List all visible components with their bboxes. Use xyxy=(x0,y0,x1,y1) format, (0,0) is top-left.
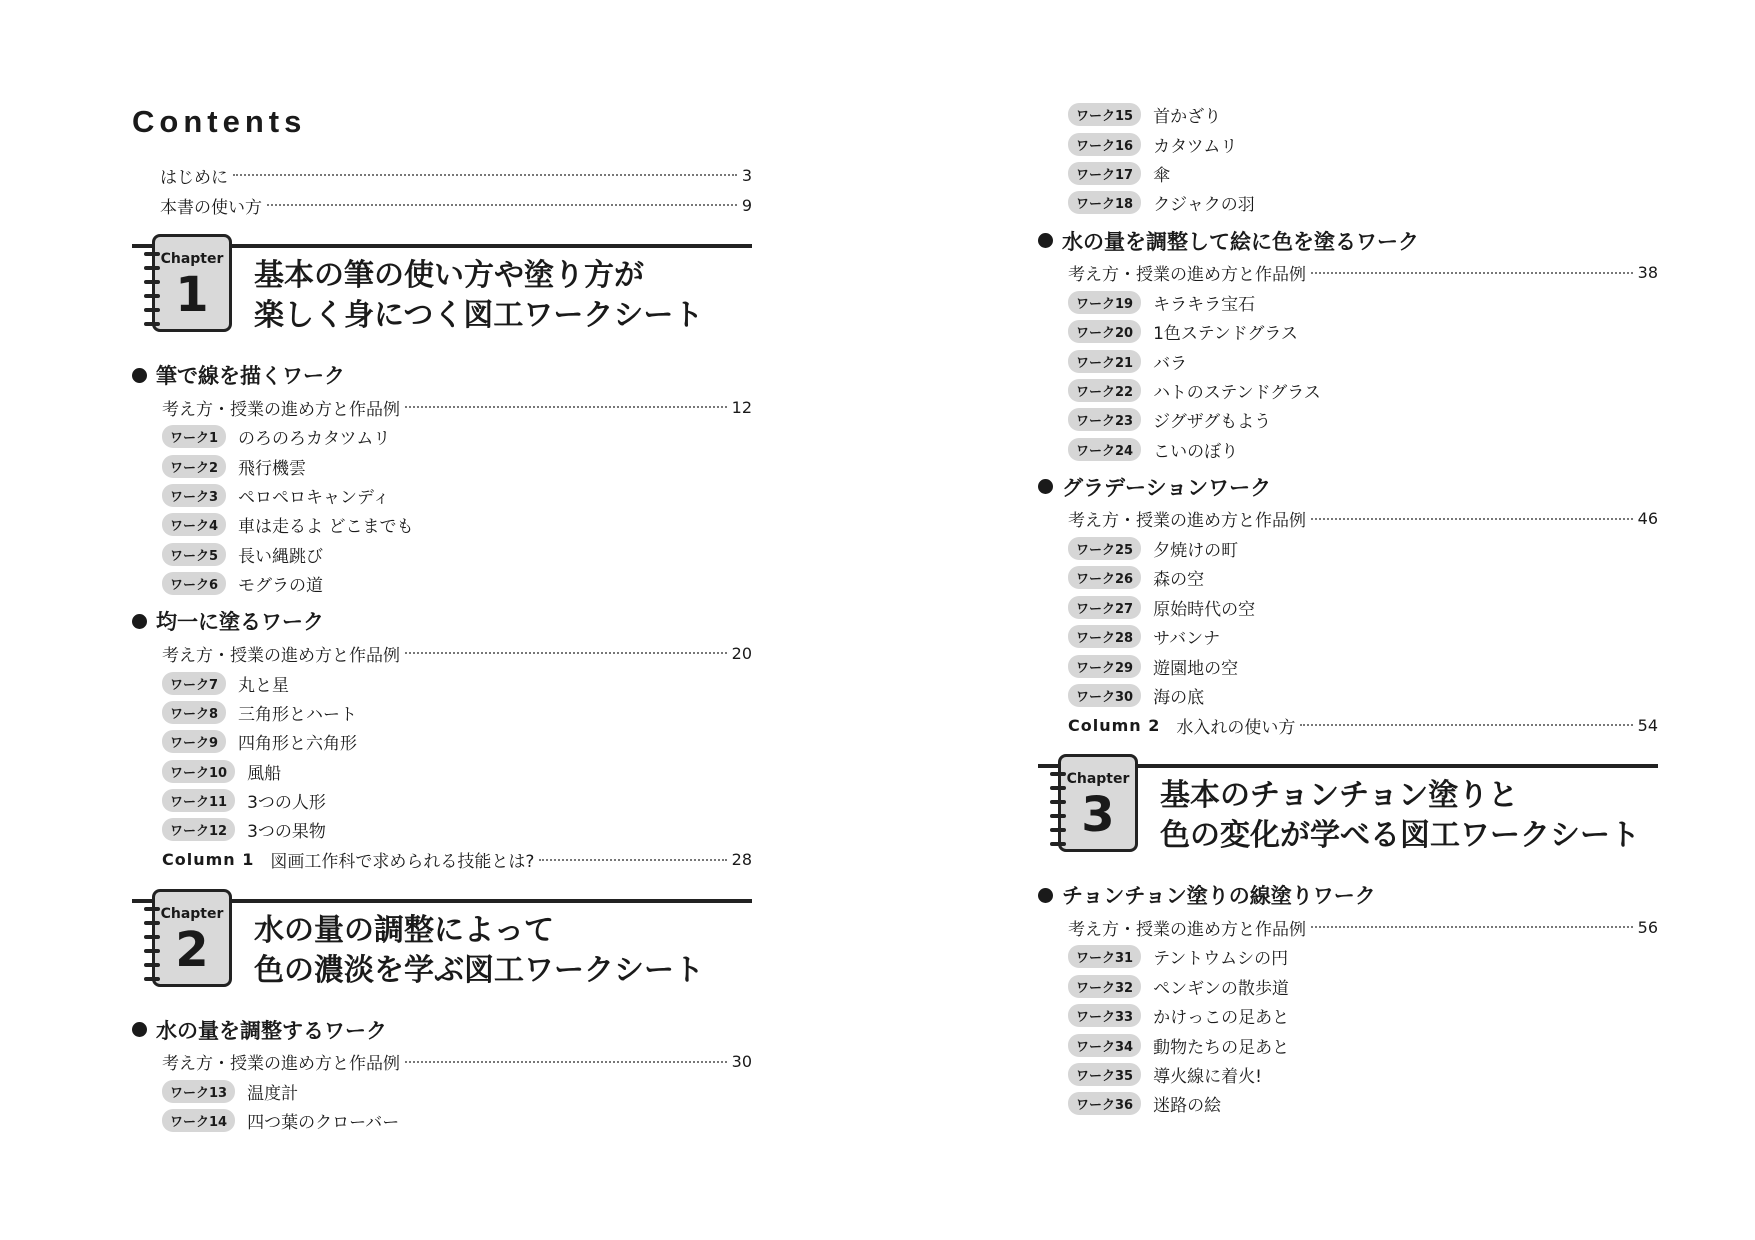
work-badge: ワーク30 xyxy=(1068,684,1141,707)
work-badge: ワーク31 xyxy=(1068,945,1141,968)
work-badge: ワーク3 xyxy=(162,484,226,507)
work-entry[interactable]: ワーク22 ハトのステンドグラス xyxy=(1038,376,1658,405)
leader-dots xyxy=(233,174,737,176)
section-heading: 均一に塗るワーク xyxy=(132,604,752,638)
work-badge: ワーク29 xyxy=(1068,655,1141,678)
work-badge: ワーク11 xyxy=(162,789,235,812)
bullet-icon xyxy=(1038,479,1053,494)
work-entry[interactable]: ワーク12 3つの果物 xyxy=(132,815,752,844)
work-badge: ワーク8 xyxy=(162,701,226,724)
binder-ring-icon xyxy=(1050,786,1066,790)
section-heading: 水の量を調整するワーク xyxy=(132,1013,752,1047)
work-badge: ワーク36 xyxy=(1068,1092,1141,1115)
work-entry[interactable]: ワーク17 傘 xyxy=(1038,159,1658,188)
work-badge: ワーク7 xyxy=(162,672,226,695)
chapter-2-header xyxy=(132,889,752,1007)
work-badge: ワーク13 xyxy=(162,1080,235,1103)
column-entry[interactable]: Column 2 水入れの使い方 54 xyxy=(1068,715,1658,738)
work-entry[interactable]: ワーク15 首かざり xyxy=(1038,100,1658,129)
work-badge: ワーク21 xyxy=(1068,350,1141,373)
work-badge: ワーク19 xyxy=(1068,291,1141,314)
work-entry[interactable]: ワーク31 テントウムシの円 xyxy=(1038,942,1658,971)
work-badge: ワーク1 xyxy=(162,425,226,448)
work-entry[interactable]: ワーク2 飛行機雲 xyxy=(132,451,752,480)
work-entry[interactable]: ワーク16 カタツムリ xyxy=(1038,129,1658,158)
intro-entry[interactable]: 本書の使い方 9 xyxy=(160,195,752,218)
bullet-icon xyxy=(1038,233,1053,248)
leader-dots xyxy=(405,406,727,408)
work-badge: ワーク18 xyxy=(1068,191,1141,214)
section-intro-entry[interactable]: 考え方・授業の進め方と作品例 56 xyxy=(1068,917,1658,940)
bullet-icon xyxy=(132,1022,147,1037)
binder-ring-icon xyxy=(144,921,160,925)
work-entry[interactable]: ワーク32 ペンギンの散歩道 xyxy=(1038,972,1658,1001)
work-badge: ワーク16 xyxy=(1068,133,1141,156)
work-badge: ワーク12 xyxy=(162,818,235,841)
section-intro-entry[interactable]: 考え方・授業の進め方と作品例 38 xyxy=(1068,263,1658,286)
chapter-3-header xyxy=(1038,754,1658,872)
bullet-icon xyxy=(132,368,147,383)
work-entry[interactable]: ワーク14 四つ葉のクローバー xyxy=(132,1106,752,1135)
section-heading: グラデーションワーク xyxy=(1038,470,1658,504)
work-entry[interactable]: ワーク1 のろのろカタツムリ xyxy=(132,422,752,451)
work-badge: ワーク20 xyxy=(1068,320,1141,343)
work-badge: ワーク14 xyxy=(162,1109,235,1132)
work-badge: ワーク25 xyxy=(1068,537,1141,560)
work-entry[interactable]: ワーク7 丸と星 xyxy=(132,668,752,697)
binder-ring-icon xyxy=(144,907,160,911)
work-badge: ワーク23 xyxy=(1068,408,1141,431)
work-badge: ワーク28 xyxy=(1068,625,1141,648)
work-entry[interactable]: ワーク11 3つの人形 xyxy=(132,786,752,815)
section-intro-entry[interactable]: 考え方・授業の進め方と作品例 46 xyxy=(1068,509,1658,532)
work-badge: ワーク33 xyxy=(1068,1004,1141,1027)
binder-ring-icon xyxy=(1050,772,1066,776)
work-entry[interactable]: ワーク8 三角形とハート xyxy=(132,698,752,727)
work-entry[interactable]: ワーク20 1色ステンドグラス xyxy=(1038,317,1658,346)
work-entry[interactable]: ワーク30 海の底 xyxy=(1038,681,1658,710)
work-entry[interactable]: ワーク5 長い縄跳び xyxy=(132,540,752,569)
binder-ring-icon xyxy=(1050,814,1066,818)
chapter-1-header xyxy=(132,234,752,352)
work-badge: ワーク27 xyxy=(1068,596,1141,619)
work-badge: ワーク24 xyxy=(1068,438,1141,461)
binder-ring-icon xyxy=(144,935,160,939)
chapter-1-title: 基本の筆の使い方や塗り方が 楽しく身につく図工ワークシート xyxy=(254,258,704,333)
binder-ring-icon xyxy=(1050,828,1066,832)
binder-ring-icon xyxy=(144,252,160,256)
section-heading: 筆で線を描くワーク xyxy=(132,358,752,392)
work-badge: ワーク22 xyxy=(1068,379,1141,402)
chapter-2-title: 水の量の調整によって 色の濃淡を学ぶ図工ワークシート xyxy=(254,912,704,988)
work-badge: ワーク35 xyxy=(1068,1063,1141,1086)
work-badge: ワーク4 xyxy=(162,513,226,536)
leader-dots xyxy=(1311,272,1633,274)
bullet-icon xyxy=(1038,888,1053,903)
work-entry[interactable]: ワーク4 車は走るよ どこまでも xyxy=(132,510,752,539)
chapter-3-tab: Chapter 3 xyxy=(1058,754,1138,852)
leader-dots xyxy=(405,1061,727,1063)
contents-title: Contents xyxy=(132,104,307,139)
leader-dots xyxy=(267,204,737,206)
work-entry[interactable]: ワーク13 温度計 xyxy=(132,1077,752,1106)
work-entry[interactable]: ワーク28 サバンナ xyxy=(1038,622,1658,651)
intro-entry[interactable]: はじめに 3 xyxy=(160,165,752,188)
work-entry[interactable]: ワーク33 かけっこの足あと xyxy=(1038,1001,1658,1030)
section-intro-entry[interactable]: 考え方・授業の進め方と作品例 30 xyxy=(162,1052,752,1075)
left-column xyxy=(132,100,752,1135)
work-badge: ワーク32 xyxy=(1068,975,1141,998)
binder-ring-icon xyxy=(144,963,160,967)
right-column xyxy=(1038,100,1658,1119)
work-entry[interactable]: ワーク25 夕焼けの町 xyxy=(1038,534,1658,563)
work-entry[interactable]: ワーク18 クジャクの羽 xyxy=(1038,188,1658,217)
binder-ring-icon xyxy=(144,949,160,953)
work-entry[interactable]: ワーク36 迷路の絵 xyxy=(1038,1089,1658,1118)
binder-ring-icon xyxy=(144,322,160,326)
work-entry[interactable]: ワーク10 風船 xyxy=(132,757,752,786)
work-entry[interactable]: ワーク29 遊園地の空 xyxy=(1038,651,1658,680)
work-badge: ワーク6 xyxy=(162,572,226,595)
work-badge: ワーク26 xyxy=(1068,566,1141,589)
work-badge: ワーク9 xyxy=(162,730,226,753)
binder-ring-icon xyxy=(144,294,160,298)
bullet-icon xyxy=(132,614,147,629)
binder-ring-icon xyxy=(144,266,160,270)
binder-ring-icon xyxy=(1050,800,1066,804)
work-entry[interactable]: ワーク21 バラ xyxy=(1038,346,1658,375)
work-badge: ワーク34 xyxy=(1068,1034,1141,1057)
work-entry[interactable]: ワーク24 こいのぼり xyxy=(1038,435,1658,464)
chapter-2-tab: Chapter 2 xyxy=(152,889,232,987)
work-badge: ワーク15 xyxy=(1068,103,1141,126)
chapter-3-title: 基本のチョンチョン塗りと 色の変化が学べる図工ワークシート xyxy=(1160,778,1640,854)
work-entry[interactable]: ワーク26 森の空 xyxy=(1038,563,1658,592)
work-entry[interactable]: ワーク19 キラキラ宝石 xyxy=(1038,288,1658,317)
leader-dots xyxy=(1311,926,1633,928)
work-entry[interactable]: ワーク34 動物たちの足あと xyxy=(1038,1030,1658,1059)
leader-dots xyxy=(1300,724,1632,726)
binder-ring-icon xyxy=(144,977,160,981)
work-entry[interactable]: ワーク6 モグラの道 xyxy=(132,569,752,598)
section-intro-entry[interactable]: 考え方・授業の進め方と作品例 12 xyxy=(162,397,752,420)
work-entry[interactable]: ワーク23 ジグザグもよう xyxy=(1038,405,1658,434)
work-entry[interactable]: ワーク9 四角形と六角形 xyxy=(132,727,752,756)
chapter-1-tab: Chapter 1 xyxy=(152,234,232,332)
binder-ring-icon xyxy=(1050,842,1066,846)
leader-dots xyxy=(405,652,727,654)
work-entry[interactable]: ワーク3 ペロペロキャンディ xyxy=(132,481,752,510)
section-intro-entry[interactable]: 考え方・授業の進め方と作品例 20 xyxy=(162,643,752,666)
binder-ring-icon xyxy=(144,308,160,312)
work-badge: ワーク17 xyxy=(1068,162,1141,185)
binder-ring-icon xyxy=(144,280,160,284)
work-badge: ワーク10 xyxy=(162,760,235,783)
column-entry[interactable]: Column 1 図画工作科で求められる技能とは? 28 xyxy=(162,850,752,873)
work-entry[interactable]: ワーク27 原始時代の空 xyxy=(1038,593,1658,622)
leader-dots xyxy=(539,859,726,861)
section-heading: 水の量を調整して絵に色を塗るワーク xyxy=(1038,224,1658,258)
leader-dots xyxy=(1311,518,1633,520)
work-badge: ワーク5 xyxy=(162,543,226,566)
work-badge: ワーク2 xyxy=(162,455,226,478)
section-heading: チョンチョン塗りの線塗りワーク xyxy=(1038,878,1658,912)
work-entry[interactable]: ワーク35 導火線に着火! xyxy=(1038,1060,1658,1089)
